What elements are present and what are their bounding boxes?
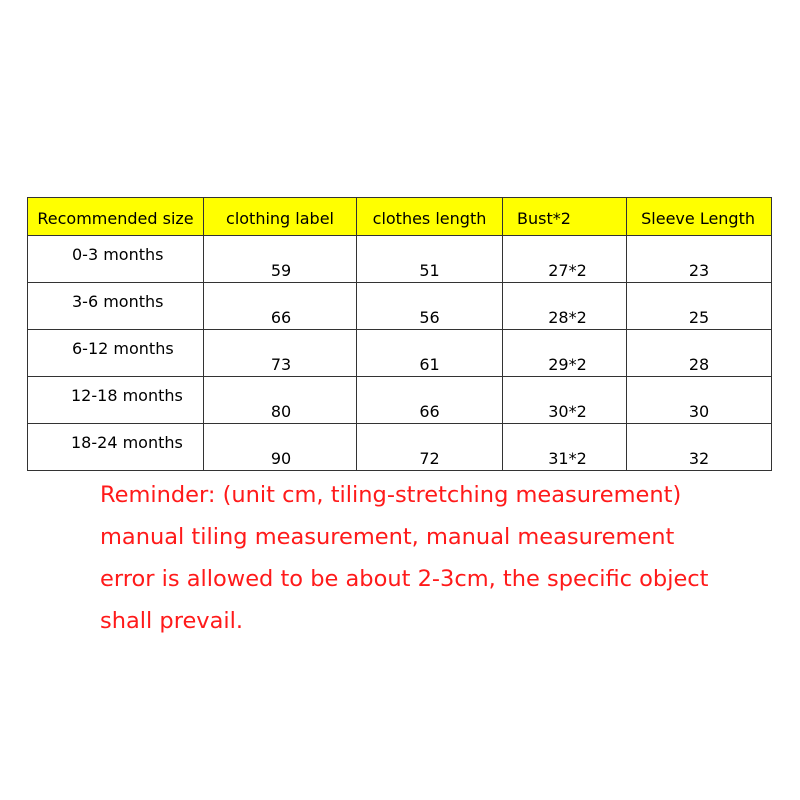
cell-recommended-size: 6-12 months: [28, 330, 204, 377]
cell-bust: 31*2: [503, 424, 627, 471]
cell-bust: 29*2: [503, 330, 627, 377]
reminder-line: Reminder: (unit cm, tiling-stretching measurement): [100, 482, 682, 508]
reminder-line: shall prevail.: [100, 608, 244, 634]
cell-clothes-length: 66: [357, 377, 503, 424]
cell-sleeve-length: 32: [627, 424, 772, 471]
header-bust: Bust*2: [503, 198, 627, 236]
cell-sleeve-length: 23: [627, 236, 772, 283]
cell-recommended-size: 12-18 months: [28, 377, 204, 424]
cell-clothing-label: 66: [204, 283, 357, 330]
table-row: [28, 424, 772, 471]
header-recommended-size: Recommended size: [28, 198, 204, 236]
table-row: [28, 330, 772, 377]
cell-bust: 30*2: [503, 377, 627, 424]
table-row: [28, 283, 772, 330]
cell-clothes-length: 56: [357, 283, 503, 330]
cell-recommended-size: 3-6 months: [28, 283, 204, 330]
cell-recommended-size: 0-3 months: [28, 236, 204, 283]
cell-clothes-length: 72: [357, 424, 503, 471]
cell-sleeve-length: 28: [627, 330, 772, 377]
cell-clothes-length: 51: [357, 236, 503, 283]
cell-bust: 28*2: [503, 283, 627, 330]
header-sleeve-length: Sleeve Length: [627, 198, 772, 236]
cell-clothing-label: 59: [204, 236, 357, 283]
size-chart-table: [27, 197, 772, 471]
cell-clothing-label: 73: [204, 330, 357, 377]
cell-bust: 27*2: [503, 236, 627, 283]
table-row: [28, 377, 772, 424]
reminder-line: error is allowed to be about 2-3cm, the specific object: [100, 566, 709, 592]
cell-clothing-label: 90: [204, 424, 357, 471]
table-header-row: [28, 198, 772, 236]
cell-sleeve-length: 30: [627, 377, 772, 424]
header-clothing-label: clothing label: [204, 198, 357, 236]
cell-sleeve-length: 25: [627, 283, 772, 330]
table-row: [28, 236, 772, 283]
header-clothes-length: clothes length: [357, 198, 503, 236]
cell-clothing-label: 80: [204, 377, 357, 424]
cell-clothes-length: 61: [357, 330, 503, 377]
cell-recommended-size: 18-24 months: [28, 424, 204, 471]
reminder-line: manual tiling measurement, manual measurement: [100, 524, 675, 550]
measurement-reminder: [100, 474, 750, 642]
